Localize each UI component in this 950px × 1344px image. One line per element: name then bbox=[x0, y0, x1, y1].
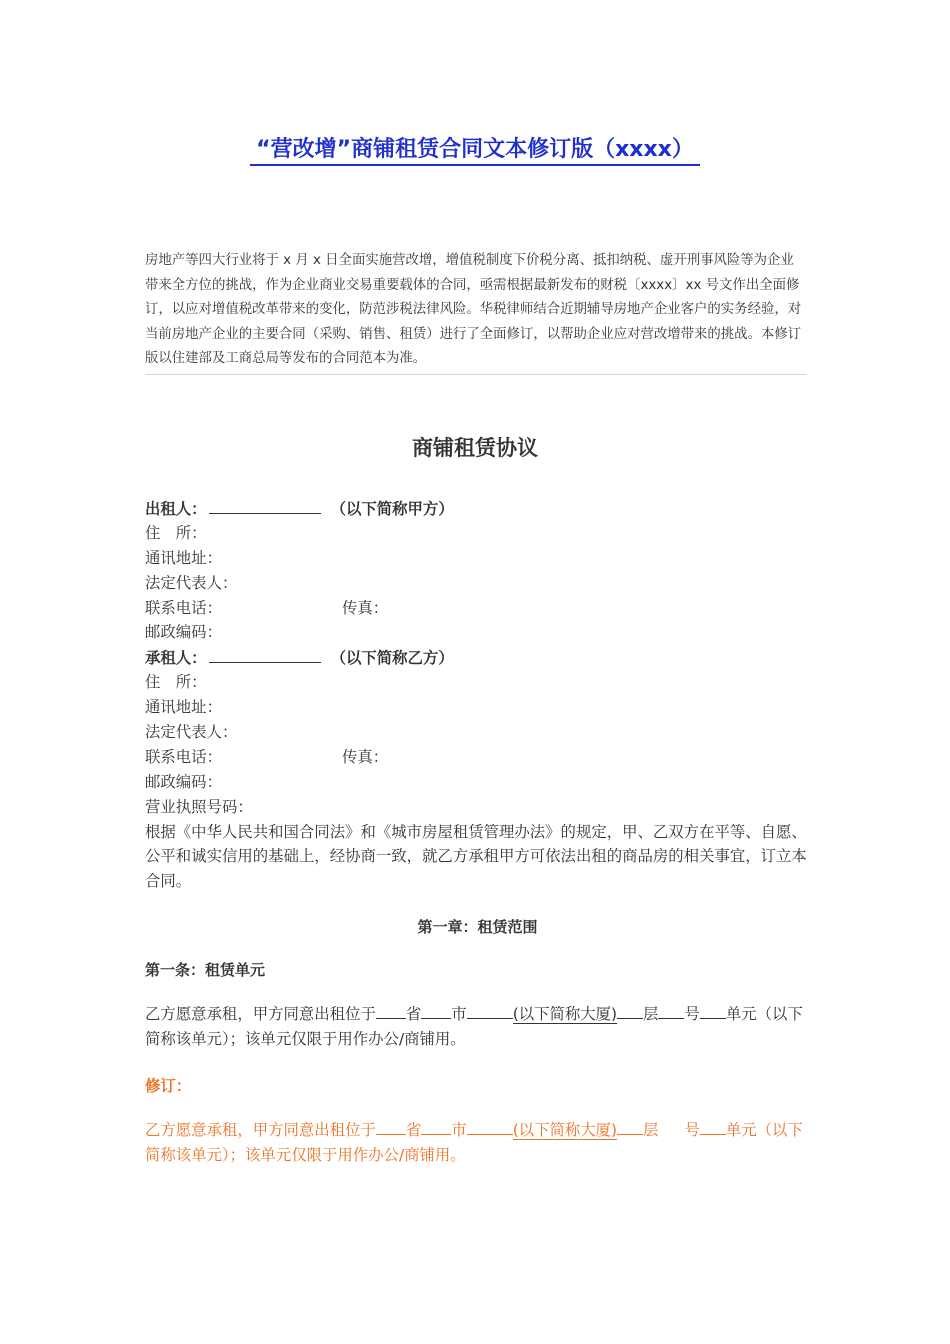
revision-clause: 乙方愿意承租，甲方同意出租位于 省 市 (以下简称大厦) 层 号 单元（以下简称该单元）；该单元仅限于用作办公/商铺用。 bbox=[145, 1118, 810, 1168]
lessee-license: 营业执照号码： bbox=[145, 797, 253, 816]
lessee-legal-rep: 法定代表人： bbox=[145, 723, 238, 742]
chapter-heading: 第一章：租赁范围 bbox=[417, 918, 538, 937]
lessee-postcode: 邮政编码： bbox=[145, 772, 222, 791]
lessor-mailing: 通讯地址： bbox=[145, 548, 222, 567]
lessor-line: 出租人： （以下简称甲方） bbox=[145, 496, 810, 521]
article-heading: 第一条：租赁单元 bbox=[145, 961, 266, 980]
document-title: “营改增”商铺租赁合同文本修订版（xxxx） bbox=[0, 132, 950, 163]
revision-label: 修订： bbox=[145, 1077, 192, 1096]
lessee-address: 住 所： bbox=[145, 673, 207, 692]
lessor-postcode: 邮政编码： bbox=[145, 623, 222, 642]
lessor-phone-fax: 联系电话： 传真： bbox=[145, 598, 389, 617]
lessee-phone-fax: 联系电话： 传真： bbox=[145, 747, 389, 766]
preamble: 根据《中华人民共和国合同法》和《城市房屋租赁管理办法》的规定，甲、乙双方在平等、自愿、公平和诚实信用的基础上，经协商一致，就乙方承租甲方可依法出租的商品房的相关事宜，订立本合同。 bbox=[145, 822, 807, 891]
contract-body bbox=[145, 496, 810, 1168]
lessor-blank bbox=[209, 496, 321, 514]
lessee-blank bbox=[209, 645, 321, 663]
agreement-title: 商铺租赁协议 bbox=[412, 436, 538, 460]
intro-paragraph: 房地产等四大行业将于 x 月 x 日全面实施营改增，增值税制度下价税分离、抵扣纳税、虚开刑事风险等为企业带来全方位的挑战，作为企业商业交易重要载体的合同，亟需根据最新发布的财税〔xxxx〕xx 号文作出全面修订，以应对增值税改革带来的变化，防范涉税法律风险。华税律师结合近期辅导房地产企业客户的实务经验，对当前房地产企业的主要合同（采购、销售、租赁）进行了全面修订，以帮助企业应对营改增带来的挑战。本修订版以住建部及工商总局等发布的合同范本为准。 bbox=[145, 249, 807, 375]
unit-clause: 乙方愿意承租，甲方同意出租位于 省 市 (以下简称大厦) 层 号 单元（以下简称该单元）；该单元仅限于用作办公/商铺用。 bbox=[145, 1002, 810, 1052]
lessee-mailing: 通讯地址： bbox=[145, 698, 222, 717]
lessor-legal-rep: 法定代表人： bbox=[145, 573, 238, 592]
lessor-address: 住 所： bbox=[145, 523, 207, 542]
lessee-line: 承租人： （以下简称乙方） bbox=[145, 645, 810, 670]
